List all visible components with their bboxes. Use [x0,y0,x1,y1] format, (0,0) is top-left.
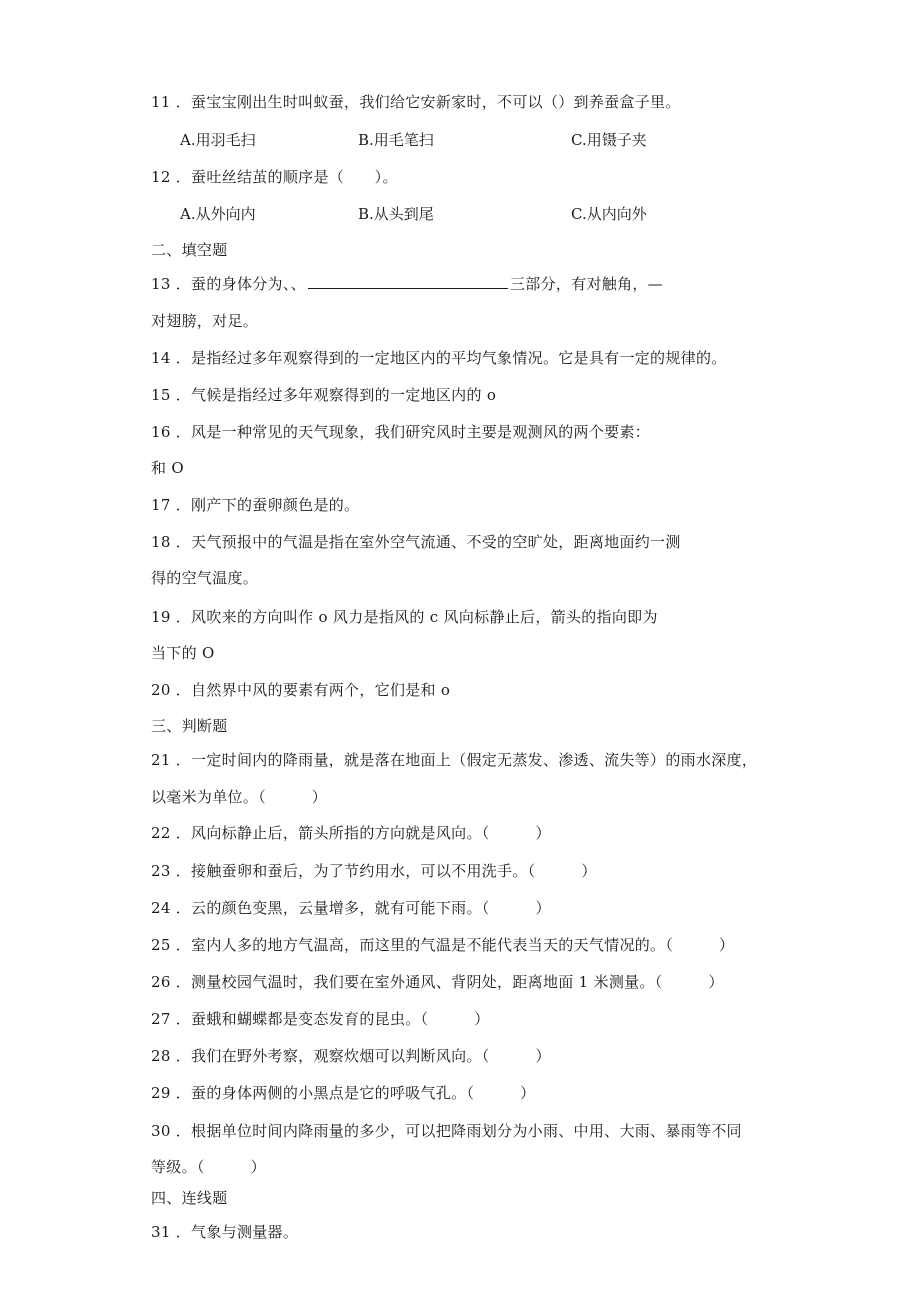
question-27: 27 ．蚕蛾和蝴蝶都是变态发育的昆虫。（ ） [151,1010,490,1028]
option-b: B.用毛笔扫 [358,131,434,149]
section-heading-matching: 四、连线题 [151,1189,228,1207]
question-24: 24 ．云的颜色变黑，云量增多，就有可能下雨。（ ） [151,899,551,917]
question-21-line-2: 以毫米为单位。（ ） [151,788,328,806]
question-15: 15 ．气候是指经过多年观察得到的一定地区内的 o [151,386,497,404]
question-18-line-2: 得的空气温度。 [151,569,259,587]
answer-blank [308,275,508,289]
question-26: 26 ．测量校园气温时，我们要在室外通风、背阴处，距离地面 1 米测量。（ ） [151,973,724,991]
question-22: 22 ．风向标静止后，箭头所指的方向就是风向。（ ） [151,824,551,842]
question-30-line-2: 等级。（ ） [151,1158,266,1176]
question-21-line-1: 21 ．一定时间内的降雨量，就是落在地面上（假定无蒸发、渗透、流失等）的雨水深度， [151,751,758,769]
question-13-part-1: 13 ．蚕的身体分为、、 [151,275,306,293]
question-16-line-2: 和 O [151,459,184,477]
option-b: B.从头到尾 [358,205,434,223]
question-19-line-2: 当下的 O [151,644,215,662]
question-19-line-1: 19 ．风吹来的方向叫作 o 风力是指风的 c 风向标静止后，箭头的指向即为 [151,608,658,626]
question-12-stem: 12 ．蚕吐丝结茧的顺序是（ ）。 [151,168,398,186]
question-31: 31 ．气象与测量器。 [151,1223,299,1241]
question-13-part-2: 三部分，有对触角，— [509,275,663,293]
question-23: 23 ．接触蚕卵和蚕后，为了节约用水，可以不用洗手。（ ） [151,862,597,880]
option-a: A.用羽毛扫 [180,131,256,149]
question-28: 28 ．我们在野外考察，观察炊烟可以判断风向。（ ） [151,1047,551,1065]
question-11-options [0,130,920,150]
question-16-line-1: 16 ．风是一种常见的天气现象，我们研究风时主要是观测风的两个要素： [151,423,651,441]
question-13-line-2: 对翅膀，对足。 [151,312,259,330]
question-11-stem: 11 ．蚕宝宝刚出生时叫蚁蚕，我们给它安新家时，不可以（）到养蚕盒子里。 [151,93,681,111]
question-17: 17 ．刚产下的蚕卵颜色是的。 [151,496,360,514]
option-a: A.从外向内 [180,205,256,223]
section-heading-true-false: 三、判断题 [151,717,228,735]
question-25: 25 ．室内人多的地方气温高，而这里的气温是不能代表当天的天气情况的。（ ） [151,936,735,954]
question-18-line-1: 18 ．天气预报中的气温是指在室外空气流通、不受的空旷处，距离地面约一测 [151,533,681,551]
question-13-line-1 [151,274,663,294]
question-30-line-1: 30 ．根据单位时间内降雨量的多少，可以把降雨划分为小雨、中用、大雨、暴雨等不同 [151,1122,742,1140]
option-c: C.从内向外 [571,205,647,223]
question-12-options [0,204,920,224]
option-c: C.用镊子夹 [571,131,647,149]
section-heading-fill-blank: 二、填空题 [151,241,228,259]
question-29: 29 ．蚕的身体两侧的小黑点是它的呼吸气孔。（ ） [151,1084,536,1102]
question-14: 14 ．是指经过多年观察得到的一定地区内的平均气象情况。它是具有一定的规律的。 [151,349,727,367]
question-20: 20 ．自然界中风的要素有两个，它们是和 o [151,681,451,699]
